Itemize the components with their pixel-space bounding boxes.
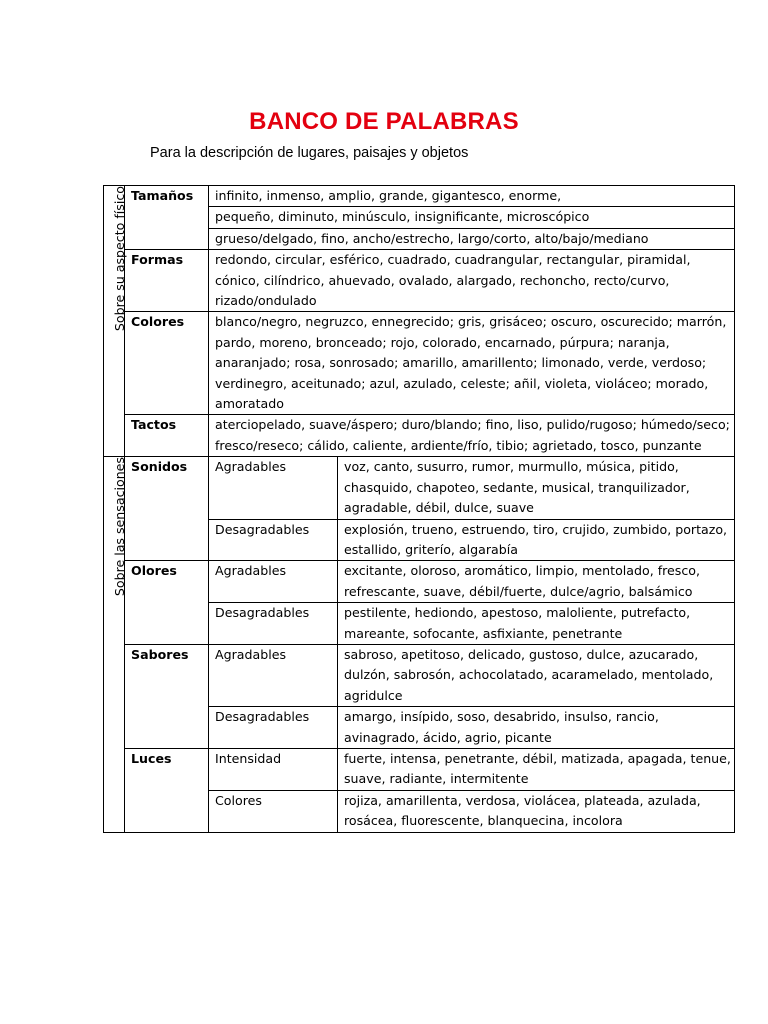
table-row [104,561,735,603]
section-label-sensations: Sobre las sensaciones [104,457,125,832]
sub-olores-agradables: Agradables [209,561,338,603]
words-sabores-agradables: sabroso, apetitoso, delicado, gustoso, dulce, azucarado, dulzón, sabrosón, achocolatado, acaramelado, mentolado, agridulce [338,644,735,706]
words-luces-intensidad: fuerte, intensa, penetrante, débil, matizada, apagada, tenue, suave, radiante, intermitente [338,748,735,790]
page-title: BANCO DE PALABRAS [249,108,519,135]
table-row [104,644,735,706]
words-tamanos-2: pequeño, diminuto, minúsculo, insignificante, microscópico [209,207,735,228]
word-bank-table [103,185,735,833]
table-row [104,457,735,519]
category-formas: Formas [125,250,209,312]
category-luces: Luces [125,748,209,832]
words-tamanos-3: grueso/delgado, fino, ancho/estrecho, largo/corto, alto/bajo/mediano [209,228,735,249]
sub-sabores-desagradables: Desagradables [209,707,338,749]
category-tamanos: Tamaños [125,186,209,250]
sub-luces-colores: Colores [209,790,338,832]
words-sabores-desagradables: amargo, insípido, soso, desabrido, insulso, rancio, avinagrado, ácido, agrio, picante [338,707,735,749]
sub-luces-intensidad: Intensidad [209,748,338,790]
category-sabores: Sabores [125,644,209,748]
words-sonidos-desagradables: explosión, trueno, estruendo, tiro, crujido, zumbido, portazo, estallido, griterío, algarabía [338,519,735,561]
words-luces-colores: rojiza, amarillenta, verdosa, violácea, plateada, azulada, rosácea, fluorescente, blanquecina, incolora [338,790,735,832]
words-formas: redondo, circular, esférico, cuadrado, cuadrangular, rectangular, piramidal, cónico, cilíndrico, ahuevado, ovalado, alargado, rechoncho, recto/curvo, rizado/ondulado [209,250,735,312]
table-row [104,250,735,312]
sub-sabores-agradables: Agradables [209,644,338,706]
words-tamanos-1: infinito, inmenso, amplio, grande, gigantesco, enorme, [209,186,735,207]
sub-sonidos-agradables: Agradables [209,457,338,519]
sub-olores-desagradables: Desagradables [209,603,338,645]
words-olores-agradables: excitante, oloroso, aromático, limpio, mentolado, fresco, refrescante, suave, débil/fuerte, dulce/agrio, balsámico [338,561,735,603]
category-olores: Olores [125,561,209,645]
table-row [104,312,735,415]
category-tactos: Tactos [125,415,209,457]
category-colores: Colores [125,312,209,415]
sub-sonidos-desagradables: Desagradables [209,519,338,561]
table-row [104,748,735,790]
table-row [104,415,735,457]
page-subtitle: Para la descripción de lugares, paisajes y objetos [150,145,469,161]
words-sonidos-agradables: voz, canto, susurro, rumor, murmullo, música, pitido, chasquido, chapoteo, sedante, musical, tranquilizador, agradable, débil, dulce, suave [338,457,735,519]
words-tactos: aterciopelado, suave/áspero; duro/blando; fino, liso, pulido/rugoso; húmedo/seco; fresco/reseco; cálido, caliente, ardiente/frío, tibio; agrietado, tosco, punzante [209,415,735,457]
table-row [104,186,735,207]
category-sonidos: Sonidos [125,457,209,561]
section-label-physical: Sobre su aspecto físico [104,186,125,457]
words-olores-desagradables: pestilente, hediondo, apestoso, maloliente, putrefacto, mareante, sofocante, asfixiante, penetrante [338,603,735,645]
words-colores: blanco/negro, negruzco, ennegrecido; gris, grisáceo; oscuro, oscurecido; marrón, pardo, moreno, bronceado; rojo, colorado, encarnado, púrpura; naranja, anaranjado; rosa, sonrosado; amarillo, amarillento; limonado, verde, verdoso; verdinegro, aceitunado; azul, azulado, celeste; añil, violeta, violáceo; morado, amoratado [209,312,735,415]
